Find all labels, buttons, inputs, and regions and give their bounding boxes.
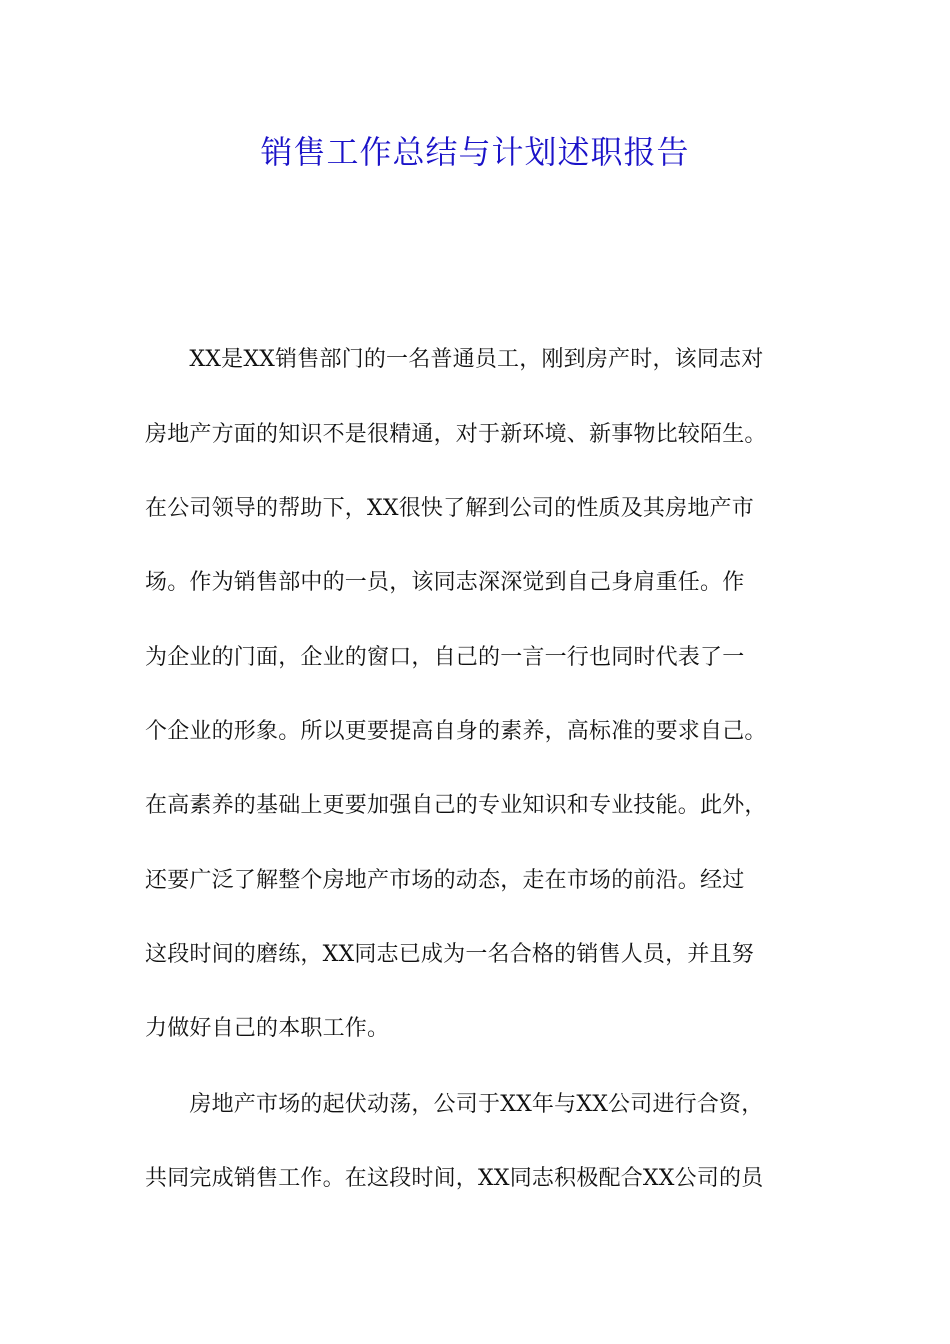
body-line: XX是XX销售部门的一名普通员工，刚到房产时，该同志对	[145, 347, 764, 372]
body-line: 房地产市场的起伏动荡，公司于XX年与XX公司进行合资，	[145, 1092, 764, 1117]
body-line: 力做好自己的本职工作。	[145, 1016, 390, 1041]
body-line: 为企业的门面，企业的窗口，自己的一言一行也同时代表了一	[145, 645, 745, 670]
body-line: 个企业的形象。所以更要提高自身的素养，高标准的要求自己。	[145, 719, 767, 744]
body-line: 还要广泛了解整个房地产市场的动态，走在市场的前沿。经过	[145, 868, 745, 893]
body-line: 房地产方面的知识不是很精通，对于新环境、新事物比较陌生。	[145, 422, 767, 447]
body-line: 场。作为销售部中的一员，该同志深深觉到自己身肩重任。作	[145, 570, 745, 595]
document-title: 销售工作总结与计划述职报告	[260, 133, 690, 171]
body-line: 在公司领导的帮助下，XX很快了解到公司的性质及其房地产市	[145, 496, 754, 521]
body-line: 在高素养的基础上更要加强自己的专业知识和专业技能。此外，	[145, 793, 767, 818]
body-line: 这段时间的磨练，XX同志已成为一名合格的销售人员，并且努	[145, 942, 754, 967]
body-line: 共同完成销售工作。在这段时间，XX同志积极配合XX公司的员	[145, 1166, 764, 1191]
